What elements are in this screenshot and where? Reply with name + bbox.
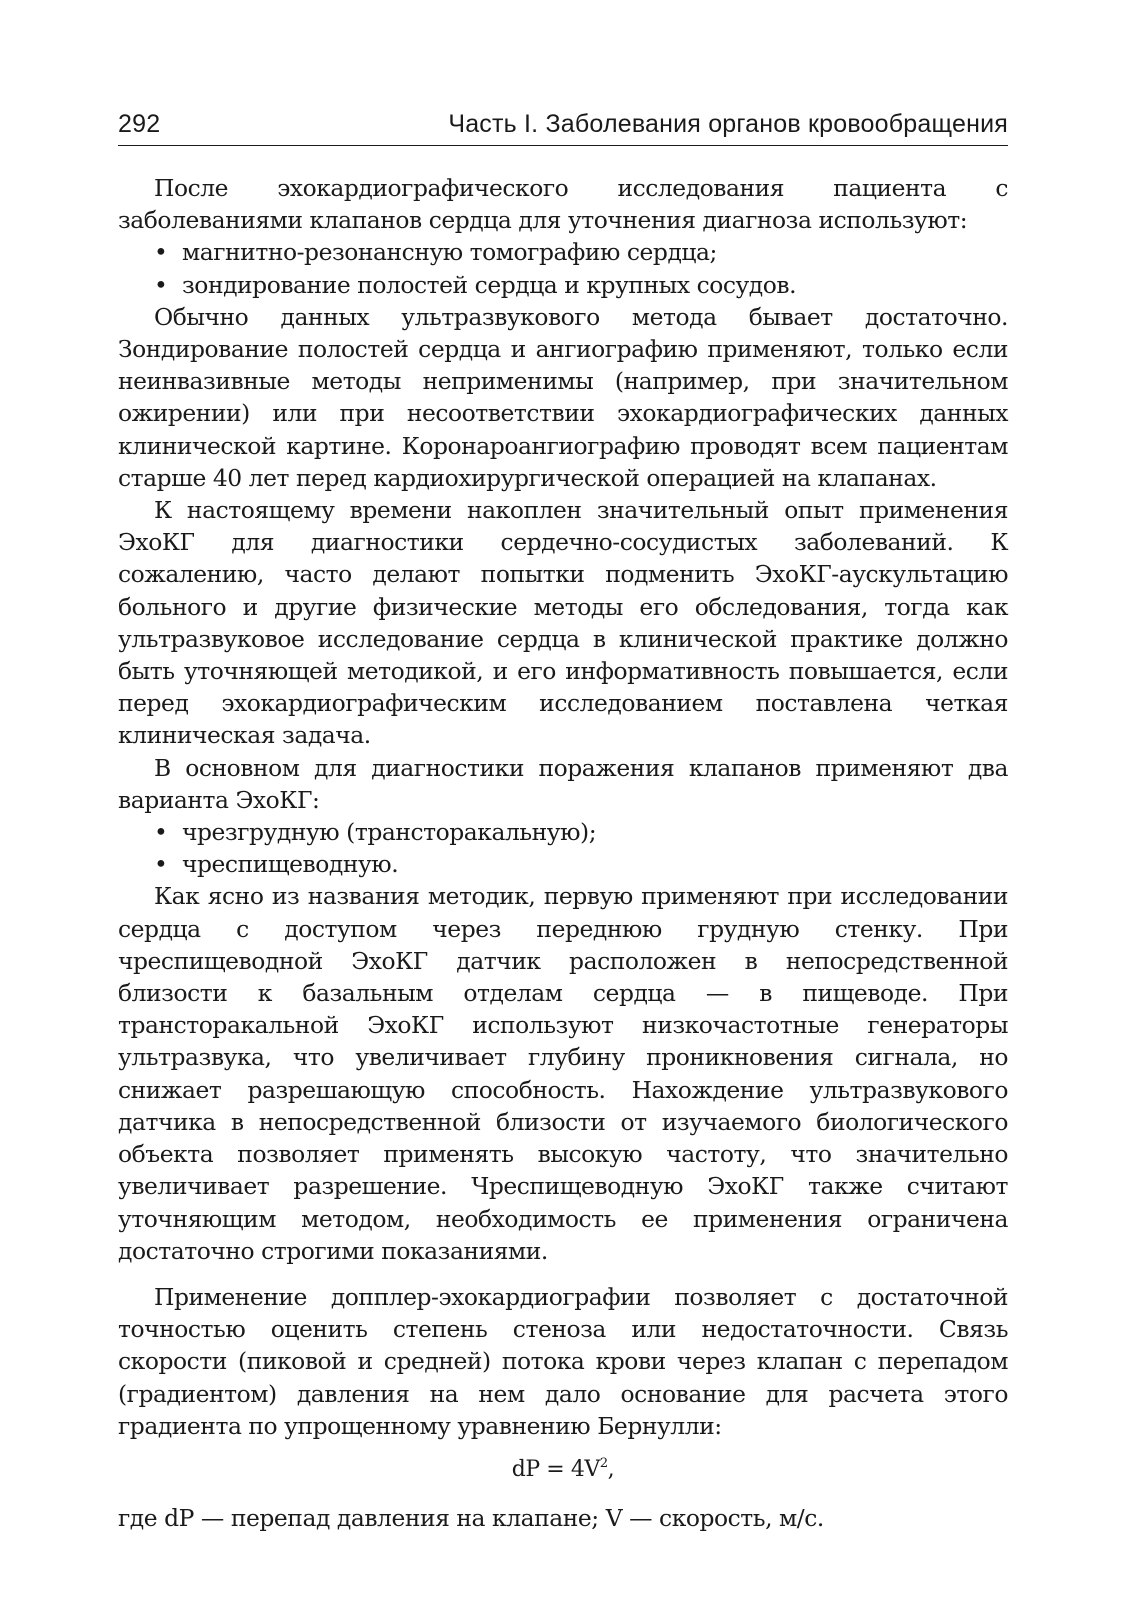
paragraph: Обычно данных ультразвукового метода бывает достаточно. Зондирование полостей сердца и ангиографию применяют, только если неинвазивные методы неприменимы (например, при значительном ожирении) или при несоответствии эхокардиографических данных клинической картине. Коронароангиографию проводят всем пациентам старше 40 лет перед кардиохирургической операцией на клапанах. xyxy=(118,302,1008,492)
list-item xyxy=(154,236,1008,268)
document-page xyxy=(118,108,1008,1534)
paragraph: Применение допплер-эхокардиографии позволяет с достаточной точностью оценить степень стеноза или недостаточности. Связь скорости (пиковой и средней) потока крови через клапан с перепадом (градиентом) давления на нем дало основание для расчета этого градиента по упрощенному уравнению Бернулли: xyxy=(118,1282,1008,1440)
paragraph: К настоящему времени накоплен значительный опыт применения ЭхоКГ для диагностики сердечно-сосудистых заболеваний. К сожалению, часто делают попытки подменить ЭхоКГ-аускультацию больного и другие физические методы его обследования, тогда как ультразвуковое исследование сердца в клинической практике должно быть уточняющей методикой, и его информативность повышается, если перед эхокардиографическим исследованием поставлена четкая клиническая задача. xyxy=(118,496,1008,750)
list-item-text: чреспищеводную. xyxy=(182,850,399,879)
bullet-list xyxy=(118,236,1008,300)
bullet-icon: • xyxy=(154,818,168,847)
formula-exponent: 2 xyxy=(599,1455,608,1471)
bullet-list xyxy=(118,816,1008,880)
list-item xyxy=(154,269,1008,301)
formula-trailing: , xyxy=(607,1456,615,1482)
body-text xyxy=(118,172,1008,1534)
bullet-icon: • xyxy=(154,238,168,267)
list-item-text: магнитно-резонансную томографию сердца; xyxy=(182,238,717,267)
list-item xyxy=(154,816,1008,848)
formula xyxy=(118,1454,1008,1486)
list-item-text: чрезгрудную (трансторакальную); xyxy=(182,818,597,847)
paragraph: где dP — перепад давления на клапане; V — скорость, м/с. xyxy=(118,1504,824,1533)
paragraph: В основном для диагностики поражения клапанов применяют два варианта ЭхоКГ: xyxy=(118,753,1008,814)
list-item xyxy=(154,848,1008,880)
formula-base: dP = 4V xyxy=(511,1456,600,1482)
paragraph: После эхокардиографического исследования пациента с заболеваниями клапанов сердца для уточнения диагноза используют: xyxy=(118,174,1008,235)
list-item-text: зондирование полостей сердца и крупных сосудов. xyxy=(182,270,797,299)
bullet-icon: • xyxy=(154,270,168,299)
running-header xyxy=(118,108,1008,146)
page-number: 292 xyxy=(118,110,161,138)
running-title: Часть I. Заболевания органов кровообращения xyxy=(448,110,1008,138)
paragraph: Как ясно из названия методик, первую применяют при исследовании сердца с доступом через переднюю грудную стенку. При чреспищеводной ЭхоКГ датчик расположен в непосредственной близости к базальным отделам сердца — в пищеводе. При трансторакальной ЭхоКГ используют низкочастотные генераторы ультразвука, что увеличивает глубину проникновения сигнала, но снижает разрешающую способность. Нахождение ультразвукового датчика в непосредственной близости от изучаемого биологического объекта позволяет применять высокую частоту, что значительно увеличивает разрешение. Чреспищеводную ЭхоКГ также считают уточняющим методом, необходимость ее применения ограничена достаточно строгими показаниями. xyxy=(118,882,1008,1265)
bullet-icon: • xyxy=(154,850,168,879)
paragraph-gap xyxy=(118,1267,1008,1281)
